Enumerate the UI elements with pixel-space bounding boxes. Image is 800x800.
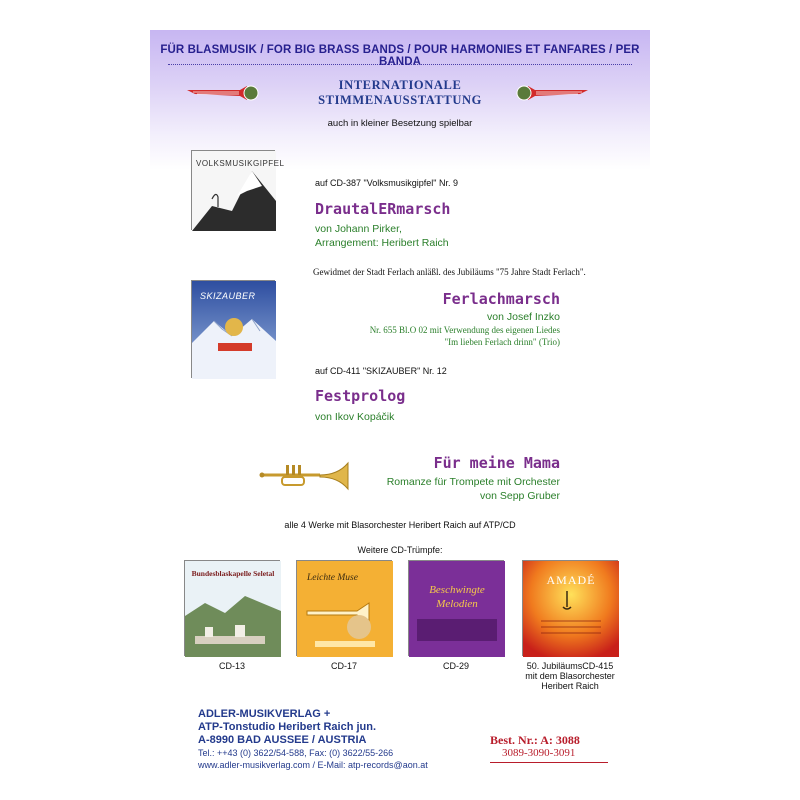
piece2-composer: von Josef Inzko [487,311,560,323]
cd415-caption-line-3: Heribert Raich [541,681,599,691]
piece2-note-1: Nr. 655 Bl.O 02 mit Verwendung des eigenen Liedes [369,325,560,335]
cd29-cover-title: Beschwingte Melodien [429,584,485,610]
order-underline [490,762,608,763]
right-wing-emblem-icon [510,82,590,104]
header-subtext: auch in kleiner Besetzung spielbar [327,118,473,129]
piece1-title: DrautalERmarsch [315,200,451,218]
piece3-source: auf CD-411 "SKIZAUBER" Nr. 12 [315,366,447,376]
flyer-page [150,30,650,770]
cd13-caption: CD-13 [218,661,245,671]
all-works-note: alle 4 Werke mit Blasorchester Heribert Raich auf ATP/CD [284,520,516,530]
cd415-caption [512,661,628,691]
order-range: 3089-3090-3091 [502,747,576,759]
cd-cover-13 [184,560,280,656]
piece4-composer: von Sepp Gruber [480,490,560,502]
piece1-source: auf CD-387 "Volksmusikgipfel" Nr. 9 [315,178,458,188]
header-divider [168,64,632,65]
cd-cover-29 [408,560,504,656]
intl-heading [260,78,540,108]
cd415-caption-line-2: mit dem Blasorchester [525,671,615,681]
piece1-composer: von Johann Pirker, [315,223,402,235]
piece2-title: Ferlachmarsch [442,290,560,308]
cd415-cover-title: AMADÉ [546,573,596,587]
cd415-caption-line-1: 50. JubiläumsCD-415 [526,661,614,671]
piece3-composer: von Ikov Kopáčik [315,411,395,423]
piece2-dedication: Gewidmet der Stadt Ferlach anläßl. des Jubiläums "75 Jahre Stadt Ferlach". [313,267,586,277]
piece4-title: Für meine Mama [433,454,560,472]
footer-publisher: ADLER-MUSIKVERLAG + [198,708,331,720]
footer-web[interactable]: www.adler-musikverlag.com / E-Mail: atp-records@aon.at [198,760,428,770]
cd13-cover-title: Bundesblaskapelle Seletal [191,569,275,578]
cd29-caption: CD-29 [442,661,469,671]
order-number: Best. Nr.: A: 3088 [490,733,580,747]
more-cds-heading: Weitere CD-Trümpfe: [357,545,443,555]
intl-line-2: STIMMENAUSSTATTUNG [318,93,482,107]
header-headline: FÜR BLASMUSIK / FOR BIG BRASS BANDS / POUR HARMONIES ET FANFARES / PER BANDA [160,44,640,68]
left-wing-emblem-icon [185,82,265,104]
cd-cover-skizauber [191,280,275,378]
piece2-note-2: "Im lieben Ferlach drinn" (Trio) [444,337,560,347]
cd-cover-415 [522,560,618,656]
cd1-cover-title: VOLKSMUSIKGIPFEL [196,159,285,168]
cd-cover-volksmusikgipfel [191,150,285,230]
piece4-subtitle: Romanze für Trompete mit Orchester [386,476,560,488]
cd17-caption: CD-17 [330,661,357,671]
cd17-cover-title: Leichte Muse [307,573,358,583]
intl-line-1: INTERNATIONALE [338,78,462,92]
footer-phone: Tel.: ++43 (0) 3622/54-588, Fax: (0) 3622/55-266 [198,748,394,758]
piece1-arranger: Arrangement: Heribert Raich [315,237,449,249]
cd-cover-17 [296,560,392,656]
footer-address: A-8990 BAD AUSSEE / AUSTRIA [198,734,367,746]
cd2-cover-title: SKIZAUBER [200,291,256,301]
footer-studio: ATP-Tonstudio Heribert Raich jun. [198,721,377,733]
piece3-title: Festprolog [315,387,406,405]
